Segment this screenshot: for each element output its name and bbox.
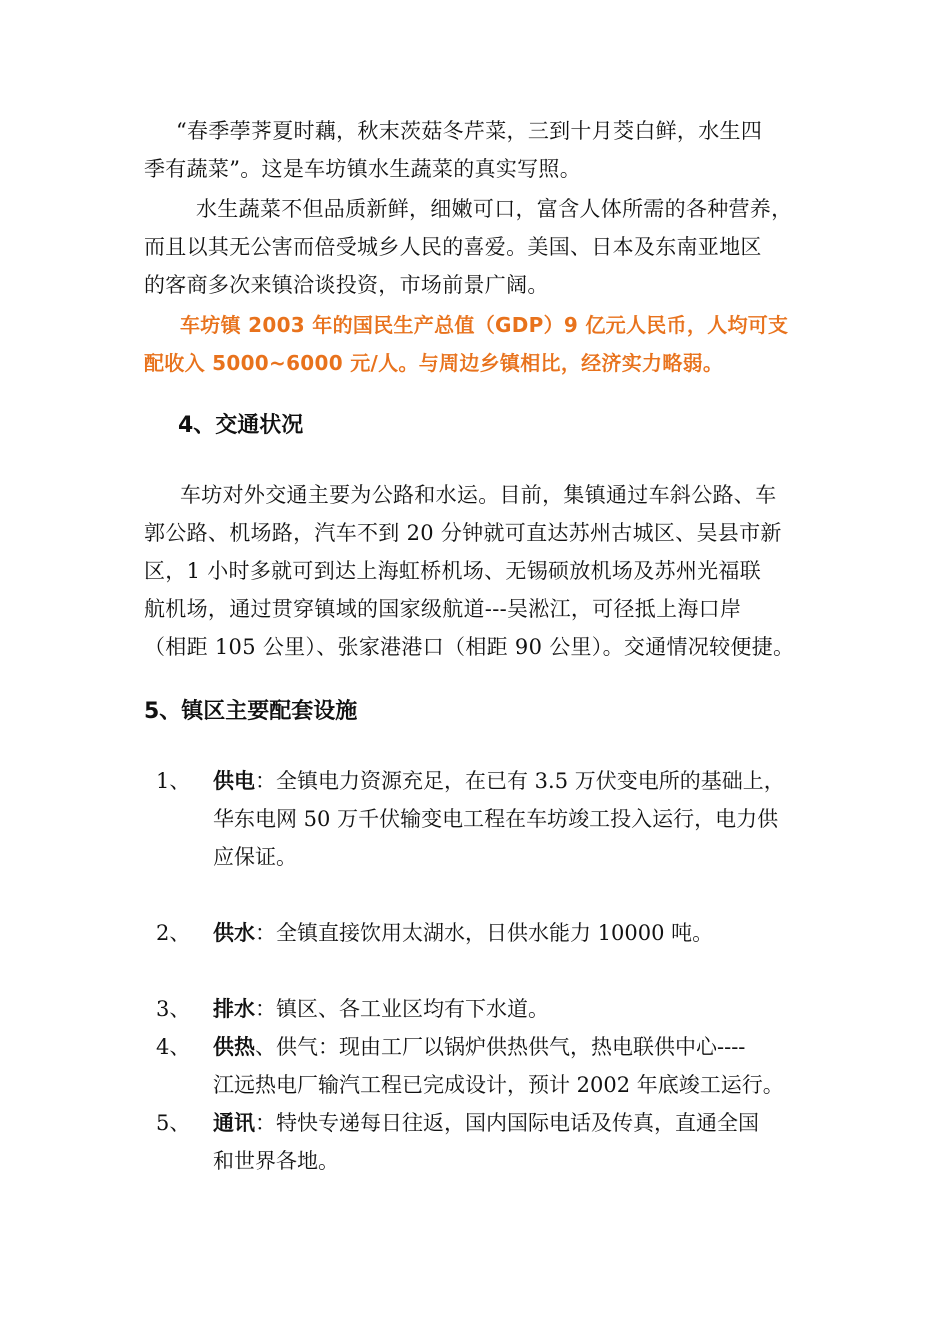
list-body bbox=[213, 914, 813, 952]
list-text: 华东电网 50 万千伏输变电工程在车坊竣工投入运行，电力供 bbox=[213, 807, 779, 831]
list-body bbox=[213, 762, 813, 876]
list-term: 供热 bbox=[213, 1035, 255, 1059]
list-number: 3、 bbox=[156, 997, 191, 1021]
paragraph-line: 区，1 小时多就可到达上海虹桥机场、无锡硕放机场及苏州光福联 bbox=[144, 559, 762, 583]
list-number: 5、 bbox=[156, 1111, 191, 1135]
paragraph-aquatic-vegetables-verse bbox=[144, 112, 816, 188]
list-term: 通讯 bbox=[213, 1111, 255, 1135]
list-text: 和世界各地。 bbox=[213, 1149, 339, 1173]
list-text: ：全镇电力资源充足，在已有 3.5 万伏变电所的基础上， bbox=[255, 769, 785, 793]
list-text: 江远热电厂输汽工程已完成设计，预计 2002 年底竣工运行。 bbox=[213, 1073, 784, 1097]
list-body bbox=[213, 990, 813, 1028]
section-heading-facilities: 5、镇区主要配套设施 bbox=[144, 699, 358, 724]
list-text: 应保证。 bbox=[213, 845, 297, 869]
paragraph-transportation bbox=[144, 476, 816, 666]
paragraph-line: 车坊对外交通主要为公路和水运。目前，集镇通过车斜公路、车 bbox=[180, 483, 777, 507]
paragraph-line: 配收入 5000~6000 元/人。与周边乡镇相比，经济实力略弱。 bbox=[144, 351, 724, 375]
list-number: 2、 bbox=[156, 921, 191, 945]
list-body bbox=[213, 1028, 813, 1104]
list-term: 供电 bbox=[213, 769, 255, 793]
list-text: 、供气：现由工厂以锅炉供热供气，热电联供中心---- bbox=[255, 1035, 746, 1059]
section-heading-transportation: 4、交通状况 bbox=[178, 413, 304, 438]
list-number: 1、 bbox=[156, 769, 191, 793]
list-text: ：镇区、各工业区均有下水道。 bbox=[255, 997, 549, 1021]
paragraph-line: （相距 105 公里）、张家港港口（相距 90 公里）。交通情况较便捷。 bbox=[144, 635, 795, 659]
list-number: 4、 bbox=[156, 1035, 191, 1059]
list-body bbox=[213, 1104, 813, 1180]
list-term: 排水 bbox=[213, 997, 255, 1021]
paragraph-line: “春季荸荠夏时藕，秋末茨菇冬芹菜，三到十月茭白鲜，水生四 bbox=[176, 119, 763, 143]
paragraph-line: 郭公路、机场路，汽车不到 20 分钟就可直达苏州古城区、吴县市新 bbox=[144, 521, 782, 545]
paragraph-line: 车坊镇 2003 年的国民生产总值（GDP）9 亿元人民币，人均可支 bbox=[180, 313, 789, 337]
list-text: ：特快专递每日往返，国内国际电话及传真，直通全国 bbox=[255, 1111, 759, 1135]
list-term: 供水 bbox=[213, 921, 255, 945]
paragraph-line: 航机场，通过贯穿镇域的国家级航道---吴淞江，可径抵上海口岸 bbox=[144, 597, 742, 621]
paragraph-gdp-highlight bbox=[144, 306, 816, 382]
list-text: ：全镇直接饮用太湖水，日供水能力 10000 吨。 bbox=[255, 921, 714, 945]
paragraph-line: 的客商多次来镇洽谈投资，市场前景广阔。 bbox=[144, 273, 549, 297]
paragraph-line: 季有蔬菜”。这是车坊镇水生蔬菜的真实写照。 bbox=[144, 157, 582, 181]
paragraph-line: 水生蔬菜不但品质新鲜，细嫩可口，富含人体所需的各种营养， bbox=[196, 197, 793, 221]
paragraph-line: 而且以其无公害而倍受城乡人民的喜爱。美国、日本及东南亚地区 bbox=[144, 235, 762, 259]
paragraph-aquatic-vegetables-quality bbox=[144, 190, 816, 304]
